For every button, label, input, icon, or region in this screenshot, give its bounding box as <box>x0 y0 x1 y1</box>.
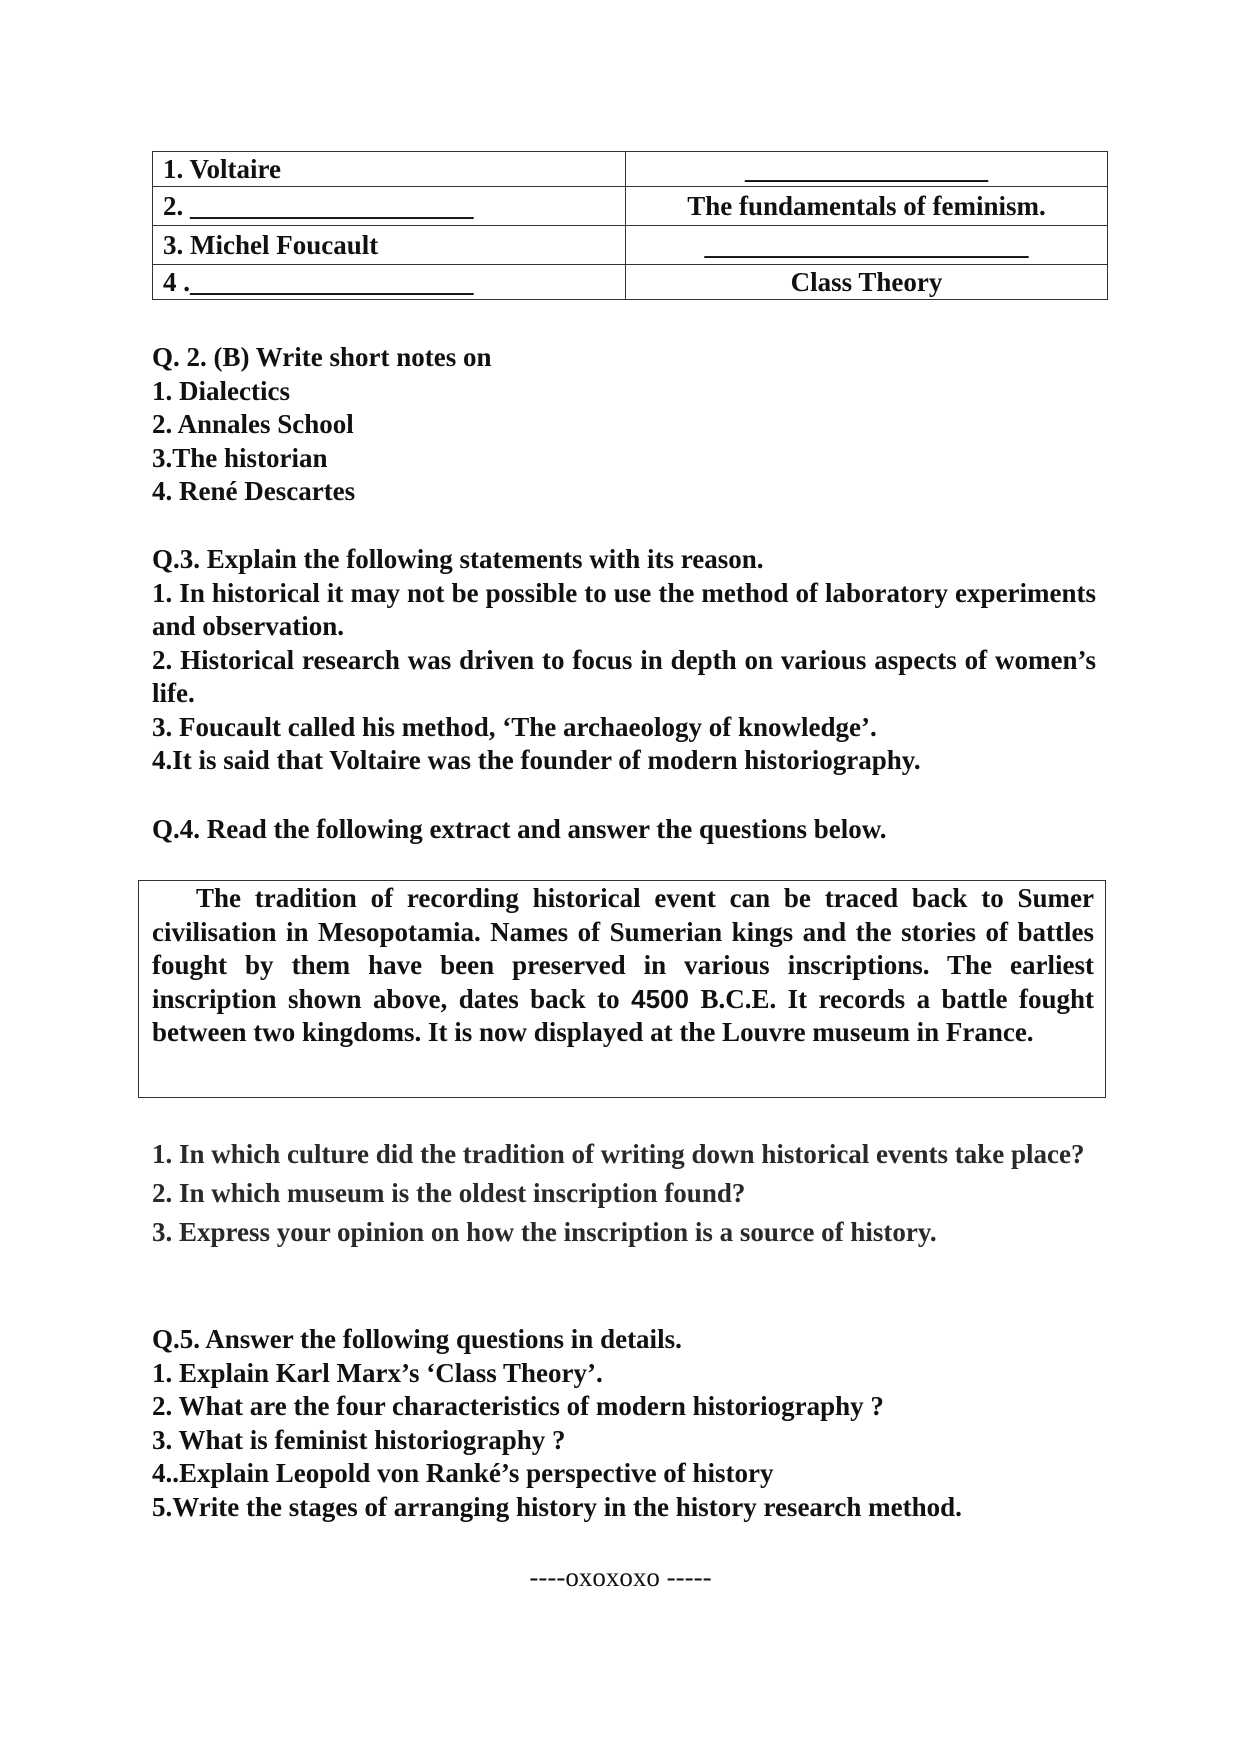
list-item: 4.It is said that Voltaire was the founder of modern historiography. <box>152 745 921 775</box>
table-cell-left: 4 ._____________________ <box>153 265 626 300</box>
table-cell-left: 2. _____________________ <box>153 187 626 226</box>
table-cell-right: ________________________ <box>626 226 1108 265</box>
list-item: 2. Annales School <box>152 409 354 439</box>
question-4-questions <box>152 1135 1096 1252</box>
question-heading: Q.3. Explain the following statements with its reason. <box>152 544 764 574</box>
question-heading: Q.4. Read the following extract and answer the questions below. <box>152 814 887 844</box>
question-heading: Q.5. Answer the following questions in details. <box>152 1324 682 1354</box>
list-item: 1. Explain Karl Marx’s ‘Class Theory’. <box>152 1357 603 1388</box>
page-footer: ----oxoxoxo ----- <box>529 1562 712 1592</box>
question-5-section <box>152 1323 1096 1524</box>
question-4-section <box>152 813 1096 847</box>
list-item: 1. Dialectics <box>152 375 290 406</box>
table-cell-left: 1. Voltaire <box>153 152 626 187</box>
extract-text-part2: B.C.E. It records a battle fought between two kingdoms. It is now displayed at the Louvre museum in France. <box>152 983 1095 1047</box>
table-row <box>153 265 1108 300</box>
extract-year: 4500 <box>631 983 689 1014</box>
list-item: 1. In which culture did the tradition of writing down historical events take place? <box>152 1139 1085 1169</box>
list-item: 3. What is feminist historiography ? <box>152 1424 566 1455</box>
table-cell-right: Class Theory <box>626 265 1108 300</box>
extract-passage <box>152 882 1094 1050</box>
question-2-section <box>152 341 1096 509</box>
match-table <box>152 151 1108 300</box>
question-heading: Q. 2. (B) Write short notes on <box>152 342 492 372</box>
list-item: 3.The historian <box>152 442 328 473</box>
list-item: 1. In historical it may not be possible to use the method of laboratory experiments and observation. <box>152 577 1096 641</box>
table-cell-left: 3. Michel Foucault <box>153 226 626 265</box>
list-item: 2. In which museum is the oldest inscription found? <box>152 1178 746 1208</box>
table-cell-right: The fundamentals of feminism. <box>626 187 1108 226</box>
list-item: 2. Historical research was driven to focus in depth on various aspects of women’s life. <box>152 644 1096 708</box>
list-item: 3. Foucault called his method, ‘The archaeology of knowledge’. <box>152 711 877 742</box>
list-item: 3. Express your opinion on how the inscription is a source of history. <box>152 1217 937 1247</box>
list-item: 5.Write the stages of arranging history in the history research method. <box>152 1491 962 1522</box>
table-row <box>153 187 1108 226</box>
question-3-section <box>152 543 1096 778</box>
table-row <box>153 226 1108 265</box>
list-item: 4. René Descartes <box>152 476 356 506</box>
table-row <box>153 152 1108 187</box>
table-cell-right: __________________ <box>626 152 1108 187</box>
extract-text-part1: The tradition of recording historical event can be traced back to Sumer civilisation in Mesopotamia. Names of Sumerian kings and the stories of battles fought by them have been preserved in various inscriptions. The earliest inscription shown above, dates back to <box>152 883 1094 1014</box>
extract-paragraph <box>152 882 1094 1050</box>
list-item: 4..Explain Leopold von Ranké’s perspective of history <box>152 1458 774 1488</box>
list-item: 2. What are the four characteristics of modern historiography ? <box>152 1391 884 1421</box>
